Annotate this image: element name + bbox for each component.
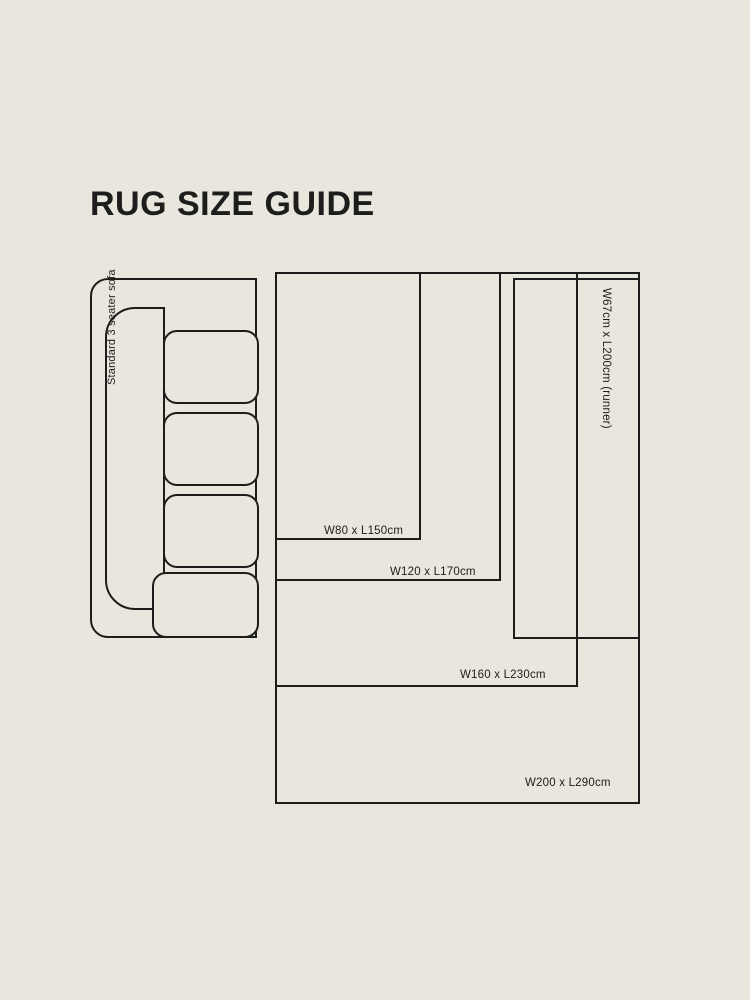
rug-label-runner: W67cm x L200cm (runner) <box>600 288 612 429</box>
rug-rect-w80 <box>275 272 421 540</box>
sofa-cushion-1 <box>163 330 259 404</box>
rug-label-w80: W80 x L150cm <box>324 525 404 537</box>
sofa-arm <box>152 572 259 638</box>
page-title: RUG SIZE GUIDE <box>90 185 375 223</box>
sofa-label: Standard 3 seater sofa <box>106 269 118 385</box>
sofa-cushion-2 <box>163 412 259 486</box>
sofa-cushion-3 <box>163 494 259 568</box>
rug-label-w120: W120 x L170cm <box>390 566 476 578</box>
rug-label-w200: W200 x L290cm <box>525 777 611 789</box>
rug-rect-runner <box>513 278 640 639</box>
rug-label-w160: W160 x L230cm <box>460 669 546 681</box>
